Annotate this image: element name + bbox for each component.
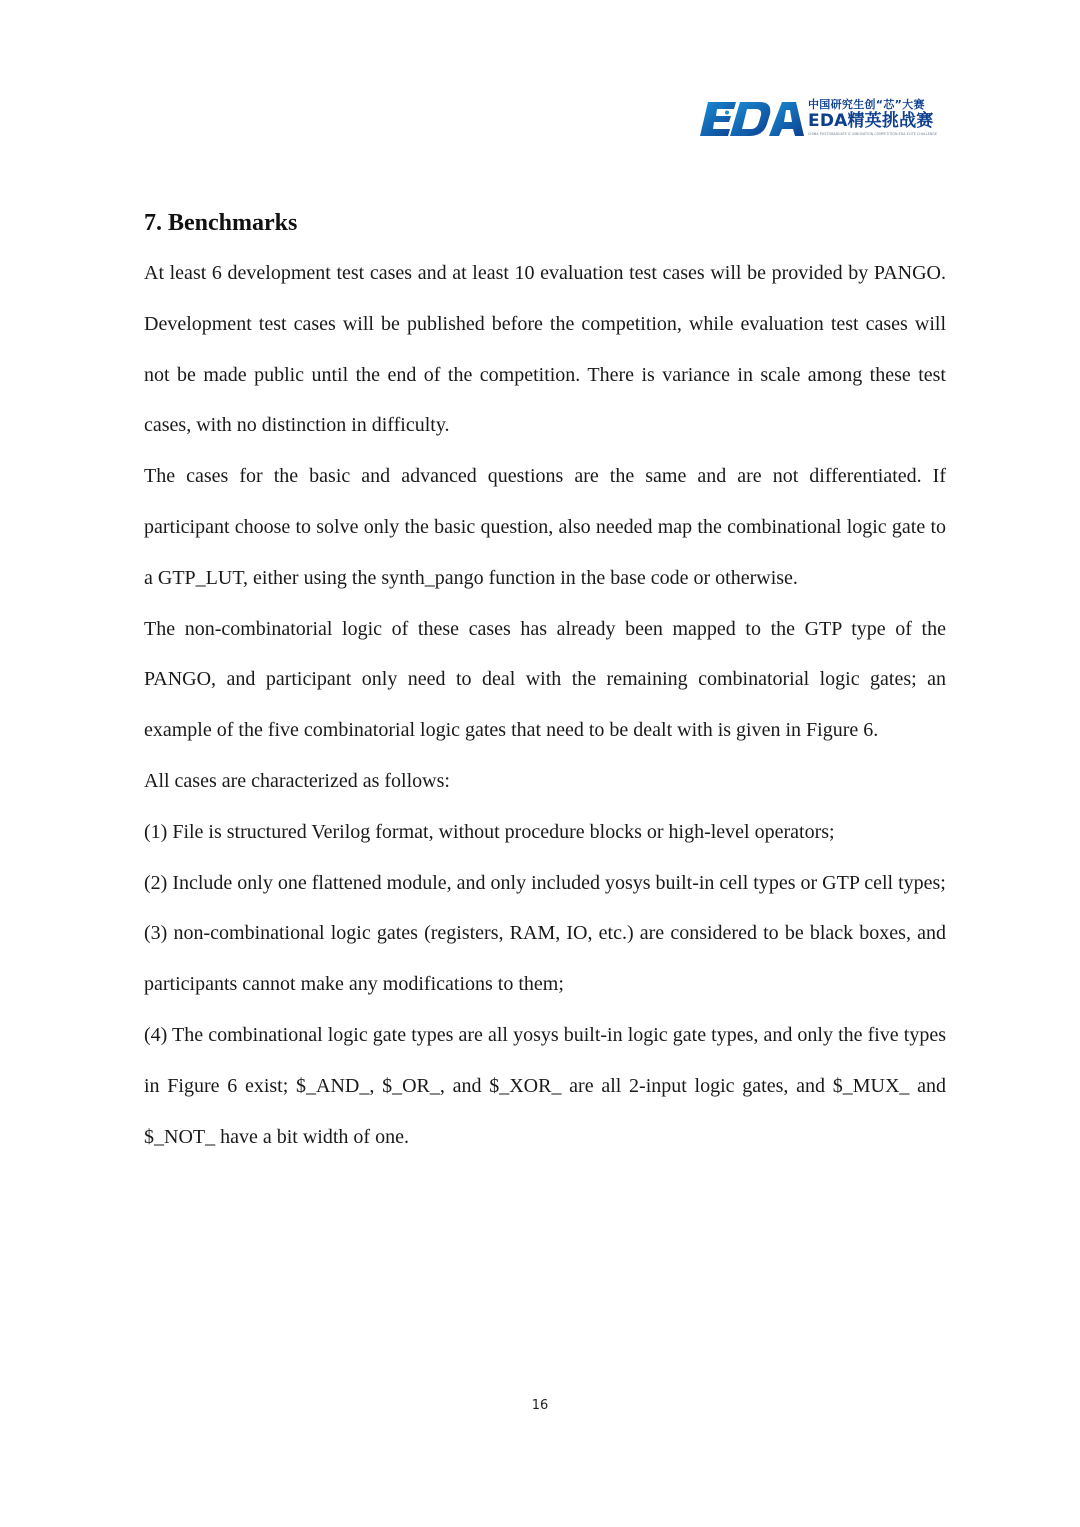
logo-cn-line2: EDA精英挑战赛 <box>808 111 934 131</box>
list-item-1: (1) File is structured Verilog format, without procedure blocks or high-level operators; <box>144 820 835 843</box>
list-item-3: (3) non-combinational logic gates (registers, RAM, IO, etc.) are considered to be black boxes, and participants cannot make any modifications to them; <box>144 922 946 996</box>
logo-wordmark <box>808 98 933 131</box>
paragraph-non-combinatorial: The non-combinatorial logic of these cases has already been mapped to the GTP type of the PANGO, and participant only need to deal with the remaining combinatorial logic gates; an example of the five combinatorial logic gates that need to be dealt with is given in Figure 6. <box>144 617 946 742</box>
list-item-4: (4) The combinational logic gate types are all yosys built-in logic gate types, and only the five types in Figure 6 exist; $_AND_, $_OR_, and $_XOR_ are all 2-input logic gates, and $_MUX_ and $_NOT_ have a bit width of one. <box>144 1023 946 1148</box>
benchmarks-section <box>144 204 946 1162</box>
paragraph-test-cases: At least 6 development test cases and at least 10 evaluation test cases will be provided by PANGO. Development test cases will be published before the competition, while evaluation test cases will not be made public until the end of the competition. There is variance in scale among these test cases, with no distinction in difficulty. <box>144 262 946 437</box>
section-heading: 7. Benchmarks <box>144 210 298 236</box>
competition-logo <box>700 98 948 140</box>
page-number: 16 <box>531 1398 549 1413</box>
logo-cn-line1: 中国研究生创“芯”大赛 <box>808 98 925 111</box>
list-item-2: (2) Include only one flattened module, and only included yosys built-in cell types or GTP cell types; <box>144 871 946 894</box>
paragraph-characteristics-intro: All cases are characterized as follows: <box>144 769 450 792</box>
paragraph-basic-advanced: The cases for the basic and advanced questions are the same and are not differentiated. If participant choose to solve only the basic question, also needed map the combinational logic gate to a GTP_LUT, either using the synth_pango function in the base code or otherwise. <box>144 465 946 589</box>
logo-subtitle: CHINA POSTGRADUATE IC INNOVATION COMPETITION·EDA ELITE CHALLENGE <box>808 132 938 136</box>
eda-logo-icon <box>700 100 804 138</box>
